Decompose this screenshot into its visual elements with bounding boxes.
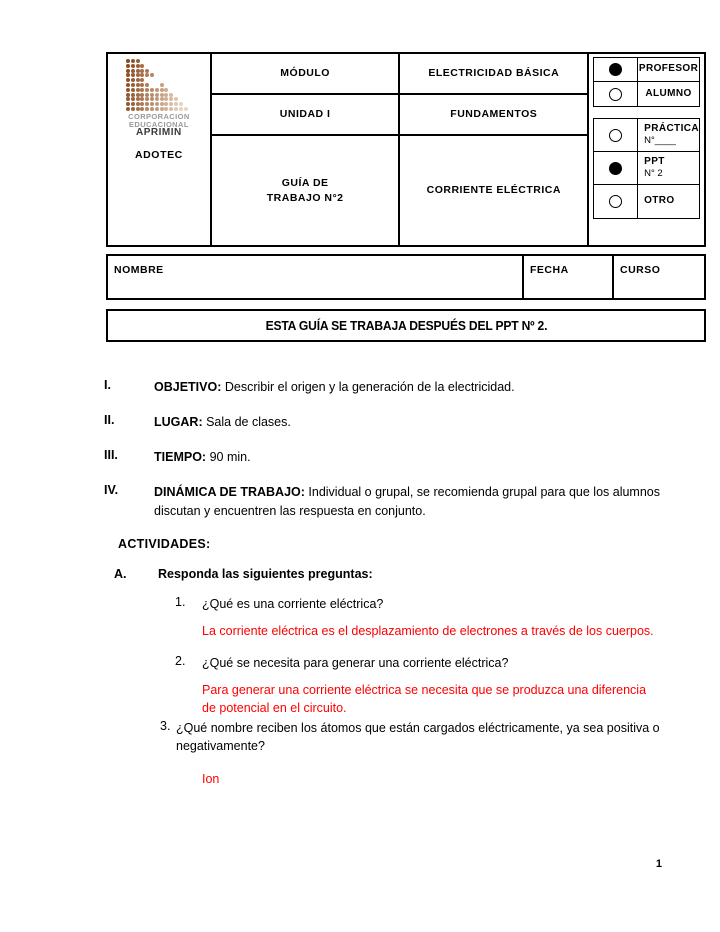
answer-text[interactable]: La corriente eléctrica es el desplazamiento de electrones a través de los cuerpos. [202, 623, 654, 638]
section-label: LUGAR: [154, 415, 203, 430]
radio-filled-icon[interactable] [609, 162, 622, 175]
header-label-column [212, 54, 401, 245]
guia-label-cell [212, 136, 399, 245]
role-check-table [593, 57, 700, 107]
section-text [154, 483, 660, 519]
check-row-profesor[interactable] [594, 58, 699, 82]
label-alumno: ALUMNO [645, 87, 692, 99]
section-text [154, 448, 251, 466]
section-item [0, 448, 720, 466]
type-check-table [593, 118, 700, 219]
part-letter: A. [114, 566, 127, 581]
guide-banner [106, 309, 706, 342]
section-body: Describir el origen y la generación de la electricidad. [221, 380, 515, 394]
label-otro: OTRO [644, 195, 675, 207]
guide-banner-text: ESTA GUÍA SE TRABAJA DESPUÉS DEL PPT Nº 2. [265, 318, 547, 333]
checkbox-alumno-cell[interactable] [594, 82, 638, 106]
modulo-label: MÓDULO [280, 67, 330, 80]
guia-value-cell [400, 136, 587, 245]
guia-label-line1: GUÍA DE [281, 177, 329, 190]
checkbox-group-spacer [593, 107, 700, 118]
question-number: 2. [175, 653, 186, 668]
question-item [0, 595, 720, 613]
question-text: ¿Qué nombre reciben los átomos que están cargados eléctricamente, ya sea positiva o negativamente? [176, 721, 660, 754]
check-row-alumno[interactable] [594, 82, 699, 106]
label-ppt-num: N° 2 [644, 168, 663, 180]
answer-text[interactable]: Para generar una corriente eléctrica se necesita que se produzca una diferencia de potencial en el circuito. [202, 683, 647, 716]
curso-label: CURSO [620, 264, 661, 276]
nombre-label: NOMBRE [114, 264, 164, 276]
aprimin-logo-icon [126, 59, 192, 111]
label-practica-num: N°____ [644, 135, 676, 147]
radio-filled-icon[interactable] [609, 63, 622, 76]
modulo-label-cell [212, 54, 399, 95]
check-row-ppt[interactable] [594, 152, 699, 185]
section-label: OBJETIVO: [154, 380, 222, 394]
radio-empty-icon[interactable] [609, 129, 622, 142]
header-value-column [400, 54, 589, 245]
activities-part-a [0, 567, 720, 581]
question-number: 3. [160, 719, 171, 734]
unidad-value-cell [400, 95, 587, 136]
logo-line-3: APRIMIN [136, 127, 182, 138]
question-item [0, 719, 720, 755]
question-text: ¿Qué es una corriente eléctrica? [202, 596, 384, 611]
section-number: II. [104, 413, 115, 428]
header-checkbox-column [589, 54, 704, 245]
radio-empty-icon[interactable] [609, 88, 622, 101]
label-alumno-cell [638, 82, 699, 106]
label-profesor-cell [638, 58, 699, 81]
fecha-field[interactable] [524, 256, 614, 298]
section-text [154, 413, 291, 431]
guia-value: CORRIENTE ELÉCTRICA [426, 184, 561, 197]
section-text [154, 378, 515, 396]
nombre-field[interactable] [108, 256, 524, 298]
question-item [0, 654, 720, 672]
label-otro-cell [638, 185, 699, 218]
modulo-value: ELECTRICIDAD BÁSICA [428, 67, 560, 80]
logo-cell [108, 54, 212, 245]
unidad-label-cell [212, 95, 399, 136]
radio-empty-icon[interactable] [609, 195, 622, 208]
section-label: DINÁMICA DE TRABAJO: [154, 485, 305, 500]
curso-field[interactable] [614, 256, 704, 298]
section-number: IV. [104, 483, 119, 498]
document-body [0, 378, 720, 802]
label-ppt-cell [638, 152, 699, 184]
logo-line-2: EDUCACIONAL [128, 119, 189, 129]
unidad-label: UNIDAD I [279, 108, 331, 121]
adotec-label: ADOTEC [134, 149, 183, 161]
page-number: 1 [655, 858, 662, 870]
part-title: Responda las siguientes preguntas: [158, 566, 373, 581]
modulo-value-cell [400, 54, 587, 95]
logo-wordmark [121, 113, 197, 138]
section-body: Individual o grupal, se recomienda grupal para que los alumnos discutan y encuentren las respuesta en conjunto. [154, 485, 660, 518]
section-number: I. [104, 378, 111, 392]
checkbox-practica-cell[interactable] [594, 119, 638, 151]
fecha-label: FECHA [530, 264, 569, 276]
question-number: 1. [175, 594, 186, 609]
label-practica: PRÁCTICA [644, 122, 699, 134]
guia-label [267, 176, 344, 204]
check-row-practica[interactable] [594, 119, 699, 152]
section-item [0, 483, 720, 519]
logo-line-1: CORPORACION [128, 112, 190, 121]
section-body: Sala de clases. [202, 415, 291, 430]
section-number: III. [104, 448, 118, 463]
check-row-otro[interactable] [594, 185, 699, 218]
question-text: ¿Qué se necesita para generar una corriente eléctrica? [202, 655, 509, 670]
label-ppt: PPT [644, 155, 665, 167]
label-profesor: PROFESOR [638, 63, 699, 75]
header-table [106, 52, 706, 247]
section-item [0, 413, 720, 431]
guia-label-line2: TRABAJO N°2 [266, 191, 344, 204]
unidad-value: FUNDAMENTOS [450, 108, 538, 121]
checkbox-profesor-cell[interactable] [594, 58, 638, 81]
label-practica-cell [638, 119, 699, 151]
section-item [0, 378, 720, 396]
answer-text[interactable]: Ion [202, 771, 220, 786]
section-body: 90 min. [206, 450, 251, 465]
activities-heading: ACTIVIDADES: [118, 536, 211, 551]
checkbox-ppt-cell[interactable] [594, 152, 638, 184]
student-info-table [106, 254, 706, 300]
checkbox-otro-cell[interactable] [594, 185, 638, 218]
section-label: TIEMPO: [154, 450, 207, 465]
